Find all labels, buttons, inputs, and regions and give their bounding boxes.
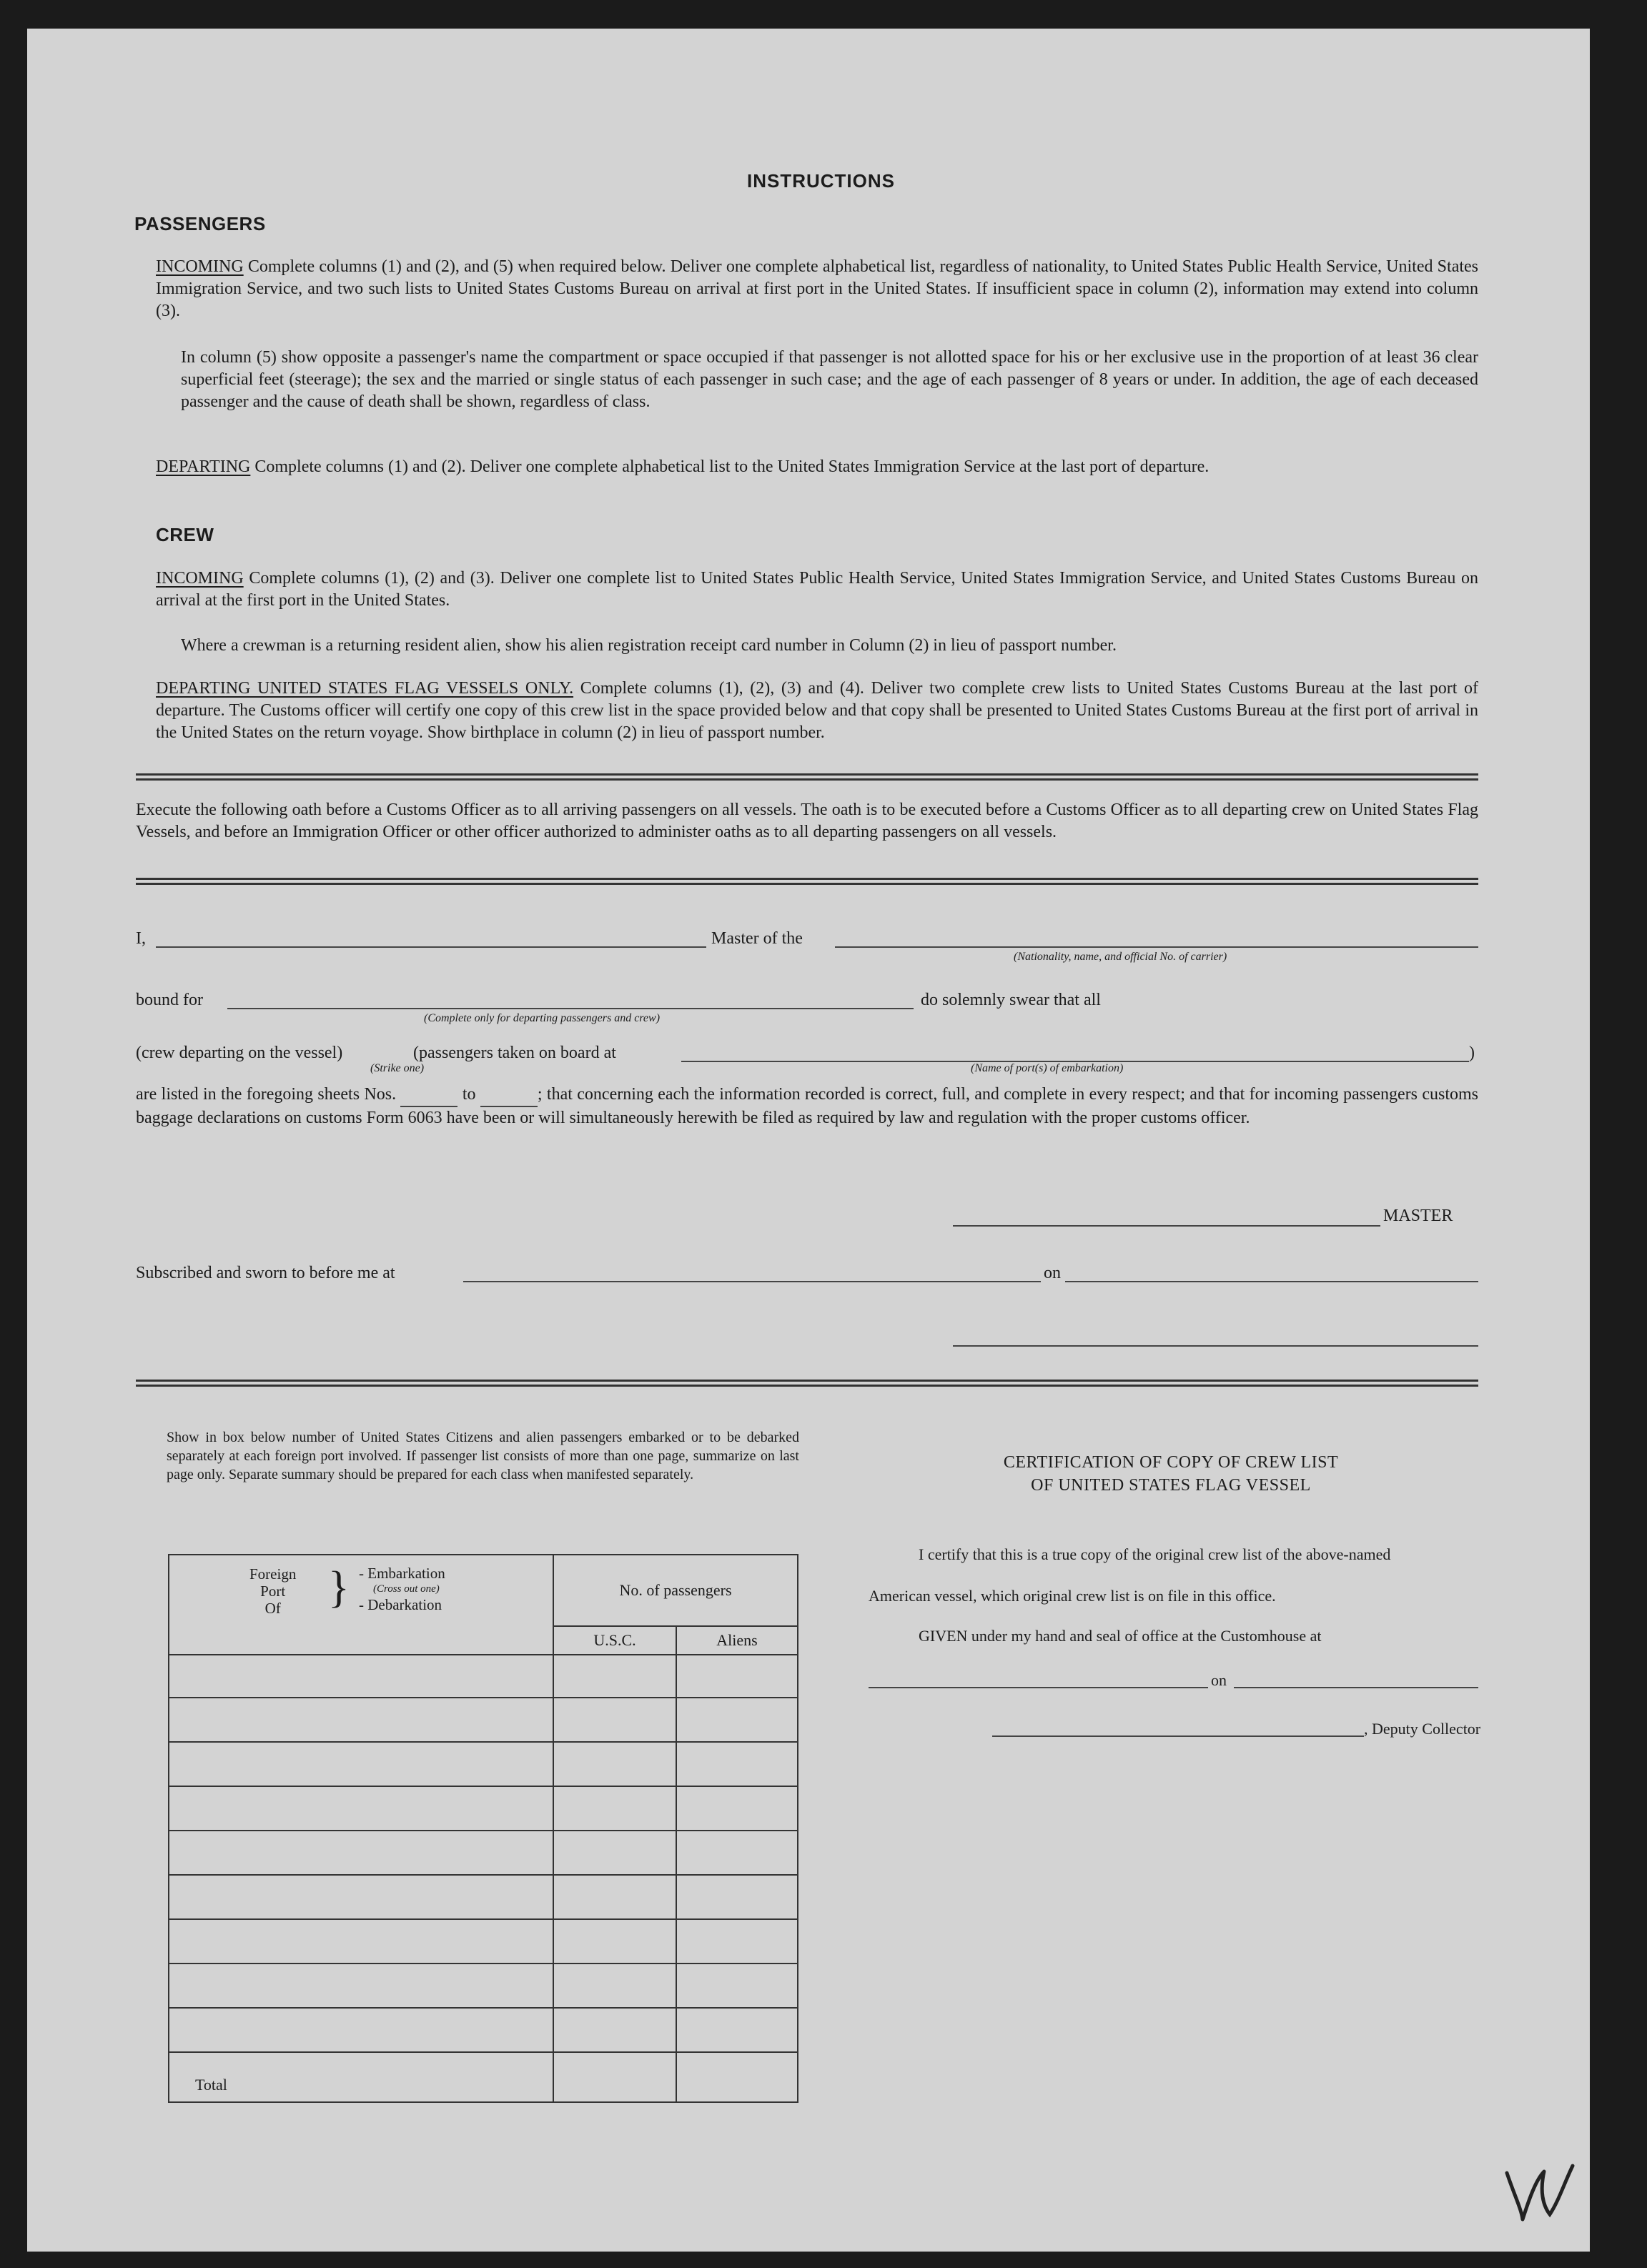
total-label: Total: [169, 2052, 553, 2102]
passengers-departing-text: Complete columns (1) and (2). Deliver one complete alphabetical list to the United States Immigration Service at the last port of departure.: [254, 457, 1210, 476]
sheets-rest-text: ; that concerning each the information recorded is correct, full, and complete in every respect; and that for incoming passengers customs baggage declarations on customs Form 6063 have been or will simultaneously herewith be filed as required by law and regulation with the proper customs officer.: [136, 1085, 1479, 1127]
document-page: [27, 29, 1590, 2252]
crew-heading: CREW: [156, 524, 214, 545]
aliens-header: Aliens: [676, 1626, 798, 1655]
bound-for-label: bound for: [136, 991, 203, 1009]
oath-intro-paragraph: Execute the following oath before a Customs Officer as to all arriving passengers on all vessels. The oath is to be executed before a Customs Officer as to all departing crew on United States Flag Vessels, and before an Immigration Officer or other officer authorized to administer oaths as to all departing passengers on all vessels.: [136, 801, 1478, 841]
embarkation-ports-field[interactable]: [681, 1036, 1469, 1062]
certification-title-line1: CERTIFICATION OF COPY OF CREW LIST: [1003, 1453, 1339, 1472]
destination-field[interactable]: [227, 984, 914, 1009]
aliens-cell[interactable]: [676, 1742, 798, 1786]
bound-note: (Complete only for departing passengers and crew): [424, 1012, 661, 1024]
sworn-on-label: on: [1044, 1264, 1061, 1282]
usc-cell[interactable]: [553, 2008, 676, 2052]
crew-flag-paragraph: [156, 678, 1478, 744]
port-cell[interactable]: [169, 1875, 553, 1919]
port-cell[interactable]: [169, 2008, 553, 2052]
usc-cell[interactable]: [553, 1698, 676, 1742]
aliens-cell[interactable]: [676, 2008, 798, 2052]
handwritten-mark: [1493, 2151, 1586, 2230]
no-passengers-header: No. of passengers: [553, 1555, 798, 1626]
usc-cell[interactable]: [553, 1919, 676, 1964]
sheets-paragraph: [136, 1084, 1478, 1129]
master-signature-field[interactable]: [953, 1201, 1380, 1227]
strike-note: (Strike one): [370, 1062, 425, 1074]
sheets-label: are listed in the foregoing sheets Nos.: [136, 1085, 397, 1104]
certify-line-b: American vessel, which original crew list is on file in this office.: [869, 1587, 1276, 1605]
master-label: MASTER: [1383, 1207, 1453, 1225]
port-cell[interactable]: [169, 1964, 553, 2008]
crew-incoming-text: Complete columns (1), (2) and (3). Deliver one complete list to United States Public Health Service, United States Immigration Service, and United States Customs Bureau on arrival at the first port in the United States.: [156, 569, 1479, 610]
crew-incoming-label: INCOMING: [156, 569, 244, 588]
sheets-to-label: to: [462, 1085, 476, 1104]
usc-cell[interactable]: [553, 1875, 676, 1919]
crew-resident-paragraph: Where a crewman is a returning resident alien, show his alien registration receipt card number in Column (2) in lieu of passport number.: [181, 636, 1117, 655]
certification-title-line2: OF UNITED STATES FLAG VESSEL: [1031, 1476, 1311, 1495]
double-rule: [136, 878, 1478, 885]
subscribed-label: Subscribed and sworn to before me at: [136, 1264, 395, 1282]
crew-flag-text: Complete columns (1), (2), (3) and (4). Deliver two complete crew lists to United States Customs Bureau at the last port of departure. The Customs officer will certify one copy of this crew list in the space provided below and that copy shall be presented to United States Customs Bureau at the first port of arrival in the United States on the return voyage. Show birthplace in column (2) in lieu of passport number.: [156, 679, 1479, 742]
passengers-departing-label: DEPARTING: [156, 457, 251, 476]
usc-total-cell[interactable]: [553, 2052, 676, 2102]
carrier-field[interactable]: [835, 922, 1478, 948]
brace: }: [328, 1563, 350, 1612]
port-cell[interactable]: [169, 1919, 553, 1964]
passengers-incoming-paragraph: [156, 256, 1478, 322]
passengers-heading: PASSENGERS: [134, 213, 266, 234]
aliens-cell[interactable]: [676, 1655, 798, 1698]
double-rule: [136, 1380, 1478, 1387]
sworn-date-field[interactable]: [1065, 1257, 1478, 1282]
certify-line-a: I certify that this is a true copy of the original crew list of the above-named: [919, 1545, 1391, 1563]
embark-debark-label: - Embarkation (Cross out one) - Debarkation: [359, 1565, 445, 1613]
passenger-summary-table: [168, 1554, 798, 2103]
aliens-cell[interactable]: [676, 1964, 798, 2008]
page-title: INSTRUCTIONS: [747, 170, 895, 192]
aliens-cell[interactable]: [676, 1698, 798, 1742]
passengers-incoming-label: INCOMING: [156, 257, 244, 276]
usc-cell[interactable]: [553, 1786, 676, 1831]
summary-instructions: Show in box below number of United States Citizens and alien passengers embarked or to be debarked separately at each foreign port involved. If passenger list consists of more than one page, summarize on last page only. Separate summary should be prepared for each class when manifested separately.: [167, 1430, 799, 1482]
sheet-to-field[interactable]: [480, 1084, 538, 1107]
passengers-departing-paragraph: [156, 456, 1478, 478]
aliens-cell[interactable]: [676, 1875, 798, 1919]
column5-paragraph: In column (5) show opposite a passenger's name the compartment or space occupied if that passenger is not allotted space for his or her exclusive use in the proportion of at least 36 clear superficial feet (steerage); the sex and the married or single status of each passenger in such case; and the age of each passenger of 8 years or under. In addition, the age of each deceased passenger and the cause of death shall be shown, regardless of class.: [181, 348, 1478, 411]
usc-cell[interactable]: [553, 1655, 676, 1698]
sheet-from-field[interactable]: [400, 1084, 458, 1107]
sworn-place-field[interactable]: [463, 1257, 1041, 1282]
usc-cell[interactable]: [553, 1831, 676, 1875]
master-name-field[interactable]: [156, 922, 706, 948]
port-header-cell: [169, 1555, 553, 1655]
foreign-port-of-label: Foreign Port Of: [249, 1565, 297, 1617]
port-cell[interactable]: [169, 1742, 553, 1786]
passengers-incoming-text: Complete columns (1) and (2), and (5) when required below. Deliver one complete alphabetical list, regardless of nationality, to United States Public Health Service, United States Immigration Service, and two such lists to United States Customs Bureau on arrival at first port in the United States. If insufficient space in column (2), information may extend into column (3).: [156, 257, 1479, 320]
oath-i-label: I,: [136, 929, 146, 948]
deputy-collector-label: , Deputy Collector: [1364, 1720, 1481, 1738]
crew-departing-label: (crew departing on the vessel): [136, 1044, 343, 1062]
port-cell[interactable]: [169, 1655, 553, 1698]
officer-signature-field[interactable]: [953, 1321, 1478, 1347]
passengers-taken-label: (passengers taken on board at: [413, 1044, 616, 1062]
usc-header: U.S.C.: [553, 1626, 676, 1655]
cert-on-label: on: [1211, 1671, 1227, 1689]
port-cell[interactable]: [169, 1698, 553, 1742]
carrier-note: (Nationality, name, and official No. of carrier): [1014, 951, 1227, 963]
master-of-label: Master of the: [711, 929, 803, 948]
certification-title: [864, 1451, 1478, 1497]
swear-label: do solemnly swear that all: [921, 991, 1101, 1009]
double-rule: [136, 773, 1478, 781]
usc-cell[interactable]: [553, 1742, 676, 1786]
deputy-signature-field[interactable]: [992, 1713, 1364, 1737]
aliens-cell[interactable]: [676, 1786, 798, 1831]
given-line: GIVEN under my hand and seal of office at the Customhouse at: [919, 1627, 1322, 1645]
customhouse-date-field[interactable]: [1234, 1664, 1478, 1688]
port-cell[interactable]: [169, 1786, 553, 1831]
port-cell[interactable]: [169, 1831, 553, 1875]
crew-flag-label: DEPARTING UNITED STATES FLAG VESSELS ONLY.: [156, 679, 574, 698]
aliens-cell[interactable]: [676, 1831, 798, 1875]
ports-note: (Name of port(s) of embarkation): [971, 1062, 1124, 1074]
aliens-cell[interactable]: [676, 1919, 798, 1964]
aliens-total-cell[interactable]: [676, 2052, 798, 2102]
crew-incoming-paragraph: [156, 568, 1478, 612]
customhouse-place-field[interactable]: [869, 1664, 1208, 1688]
close-paren: ): [1469, 1044, 1475, 1062]
usc-cell[interactable]: [553, 1964, 676, 2008]
